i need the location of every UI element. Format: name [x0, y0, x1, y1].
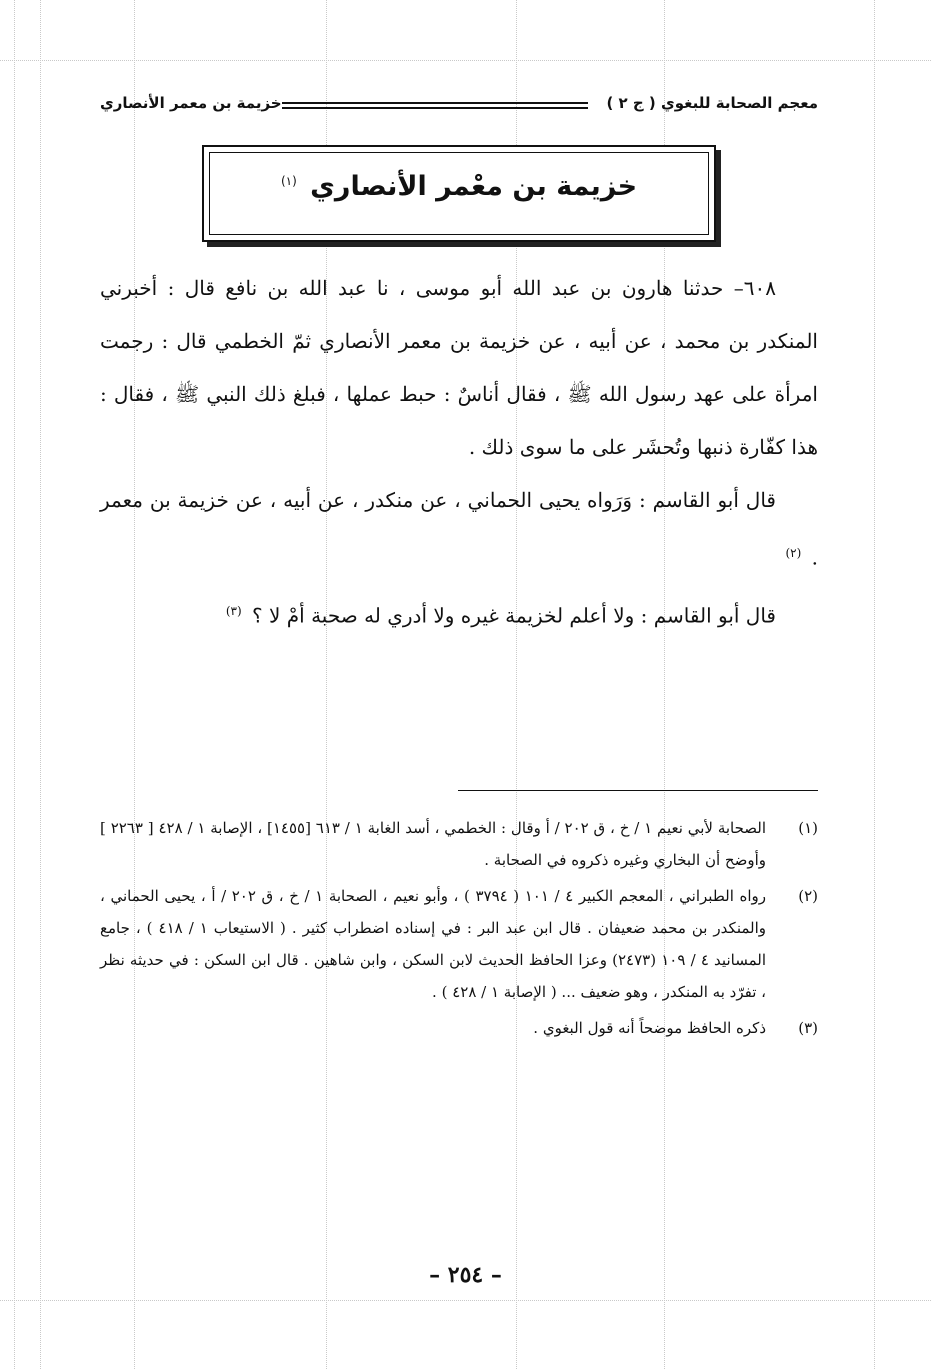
- footnote-text: الصحابة لأبي نعيم ١ / خ ، ق ٢٠٢ / أ وقال : الخطمي ، أسد الغابة ١ / ٦١٣ [١٤٥٥] ، الإصابة ١ / ٤٢٨ [ ٢٢٦٣ ] وأوضح أن البخاري وغيره ذكروه في الصحابة .: [100, 819, 767, 869]
- footnote-separator: [458, 790, 818, 791]
- header-person-title: خزيمة بن معمر الأنصاري: [100, 94, 282, 112]
- body-paragraph: [100, 474, 818, 585]
- chapter-title-text: خزيمة بن معْمر الأنصاري: [310, 171, 638, 202]
- body-paragraph: [100, 585, 818, 643]
- chapter-title: [281, 171, 637, 202]
- footnote-mark: (٢): [785, 546, 802, 560]
- scan-guide-line: [0, 1300, 931, 1301]
- footnote-mark: (٣): [225, 603, 242, 618]
- chapter-title-box: [202, 145, 716, 242]
- page-number: – ٢٥٤ –: [429, 1262, 502, 1288]
- footnotes: [100, 812, 818, 1048]
- scan-guide-line: [14, 0, 15, 1369]
- scan-guide-line: [0, 60, 931, 61]
- footnote-marker: (٢): [798, 887, 818, 905]
- footnote-marker: (٣): [798, 1019, 818, 1037]
- header-book-title: معجم الصحابة للبغوي ( ج ٢ ): [606, 94, 818, 112]
- scan-guide-line: [134, 0, 135, 1369]
- footnote-mark: (١): [280, 174, 297, 188]
- footnote-item: [100, 880, 818, 1008]
- footnote-item: [100, 812, 818, 876]
- footnote-text: رواه الطبراني ، المعجم الكبير ٤ / ١٠١ ( ٣٧٩٤ ) ، وأبو نعيم ، الصحابة ١ / خ ، ق ٢٠٢ / أ ، يحيى الحماني ، والمنكدر بن محمد ضعيفان . قال ابن عبد البر : في إسناده اضطراب كثير . ( الاستيعاب ١ / ٤١٨ ) ، جامع المسانيد ٤ / ١٠٩ (٢٤٧٣) وعزا الحافظ الحديث لابن السكن ، وابن شاهين . قال ابن السكن : في حديثه نظر ، تفرّد به المنكدر ، وهو ضعيف ... ( الإصابة ١ / ٤٢٨ ) .: [100, 887, 766, 1001]
- hadith-paragraph: ٦٠٨– حدثنا هارون بن عبد الله أبو موسى ، نا عبد الله بن نافع قال : أخبرني المنكدر بن محمد ، عن أبيه ، عن خزيمة بن معمر الأنصاري ثمّ الخطمي قال : رجمت امرأة على عهد رسول الله ﷺ ، فقال أناسٌ : حبط عملها ، فبلغ ذلك النبي ﷺ ، فقال : هذا كفّارة ذنبها وتُحشَر على ما سوى ذلك .: [100, 276, 818, 459]
- running-header: [100, 90, 818, 120]
- body-paragraph-text: قال أبو القاسم : وَرَواه يحيى الحماني ، عن منكدر ، عن أبيه ، عن خزيمة بن معمر .: [100, 488, 818, 570]
- body-paragraph-text: قال أبو القاسم : ولا أعلم لخزيمة غيره ولا أدري له صحبة أمْ لا ؟: [252, 603, 776, 628]
- footnote-text: ذكره الحافظ موضحاً أنه قول البغوي .: [533, 1019, 766, 1037]
- footnote-marker: (١): [798, 819, 818, 837]
- chapter-title-frame: [209, 152, 709, 235]
- scan-guide-line: [874, 0, 875, 1369]
- main-text: [100, 262, 818, 642]
- scan-guide-line: [40, 0, 41, 1369]
- header-rule: [282, 102, 588, 109]
- footnote-item: [100, 1012, 818, 1044]
